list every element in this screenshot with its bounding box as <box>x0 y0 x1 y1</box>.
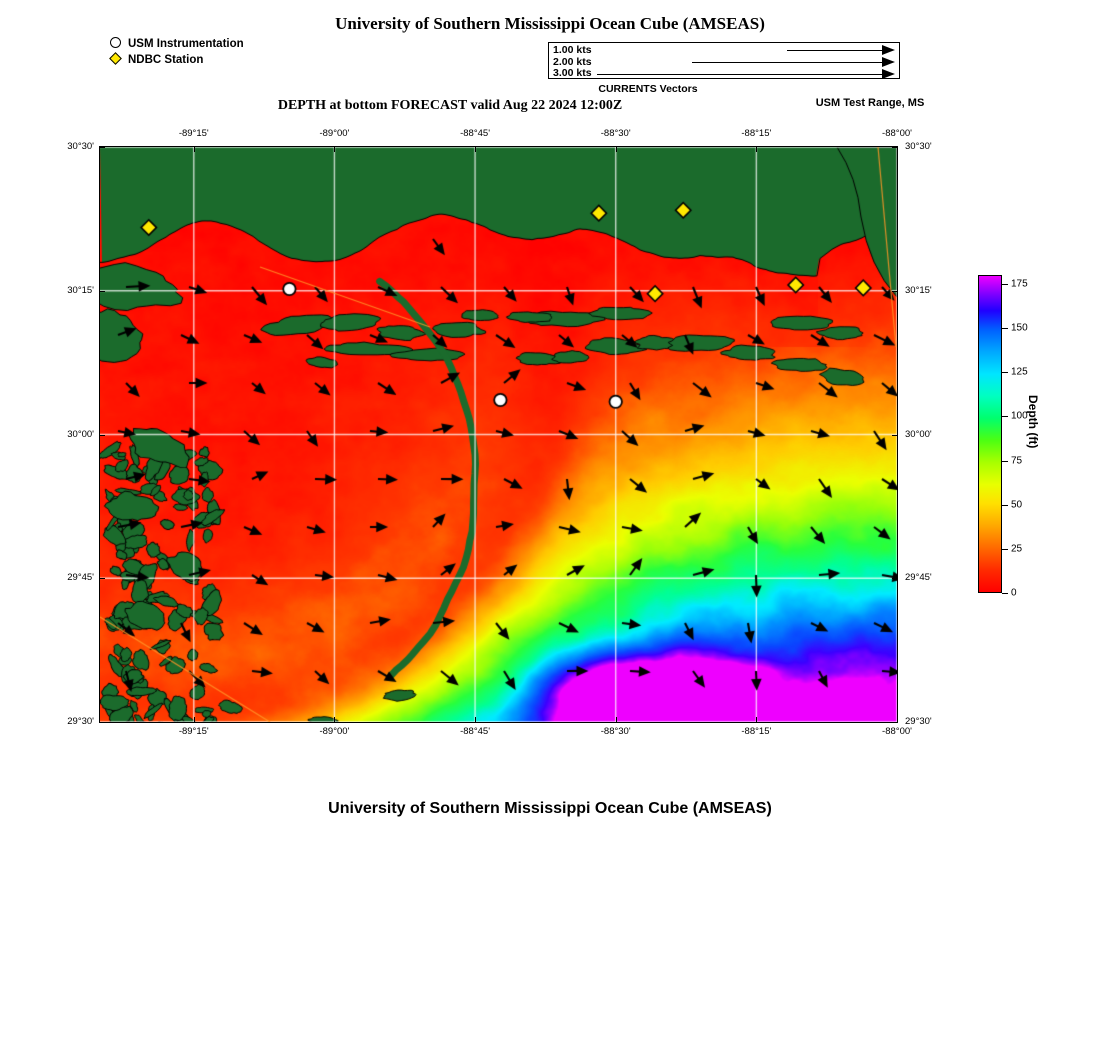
lat-tick-mark <box>99 722 105 723</box>
lon-tick-label-top: -88°15' <box>741 128 772 139</box>
colorbar-tick <box>1002 593 1008 594</box>
lat-tick-label-left: 30°00' <box>67 428 94 440</box>
lon-tick-label-top: -89°15' <box>178 128 209 139</box>
colorbar-tick <box>1002 372 1008 373</box>
depth-heatmap-canvas[interactable] <box>100 147 897 722</box>
currents-vector-key <box>548 42 900 79</box>
colorbar-tick-label: 50 <box>1011 499 1023 511</box>
page-title: University of Southern Mississippi Ocean Cube (AMSEAS) <box>335 14 765 33</box>
region-label: USM Test Range, MS <box>815 97 925 109</box>
lon-tick-mark <box>616 146 617 152</box>
lon-tick-label-bottom: -88°30' <box>600 726 631 737</box>
lat-tick-label-left: 30°30' <box>67 141 94 152</box>
lat-tick-mark <box>892 147 898 148</box>
lon-tick-label-top: -88°45' <box>460 128 491 139</box>
lat-tick-mark <box>892 291 898 292</box>
arrow-head-icon <box>882 69 895 79</box>
colorbar-tick-label: 125 <box>1011 366 1028 378</box>
lon-tick-mark <box>194 717 195 723</box>
lon-tick-mark <box>475 146 476 152</box>
lat-tick-mark <box>99 291 105 292</box>
lat-tick-label-right: 30°00' <box>905 428 932 440</box>
lat-tick-label-right: 30°30' <box>905 141 932 152</box>
arrow-head-icon <box>882 57 895 67</box>
lon-tick-label-bottom: -89°15' <box>178 726 209 737</box>
lon-tick-mark <box>616 717 617 723</box>
lon-tick-label-top: -89°00' <box>319 128 350 139</box>
lon-tick-mark <box>475 717 476 723</box>
lat-tick-mark <box>892 578 898 579</box>
colorbar-tick-label: 175 <box>1011 278 1028 290</box>
vector-key-label: 3.00 kts <box>553 67 592 79</box>
lon-tick-mark <box>756 146 757 152</box>
colorbar-tick <box>1002 549 1008 550</box>
colorbar-tick-label: 25 <box>1011 543 1023 555</box>
lat-tick-label-right: 29°30' <box>905 716 932 727</box>
colorbar-tick-label: 0 <box>1011 587 1017 599</box>
vector-key-label: 2.00 kts <box>553 56 592 68</box>
vector-key-row-2 <box>549 56 901 68</box>
lon-tick-label-bottom: -89°00' <box>319 726 350 737</box>
vector-key-row-1 <box>549 44 901 56</box>
vector-key-label: 1.00 kts <box>553 44 592 56</box>
colorbar-tick <box>1002 461 1008 462</box>
colorbar-tick <box>1002 505 1008 506</box>
lon-tick-label-bottom: -88°15' <box>741 726 772 737</box>
legend-item-usm-instrumentation <box>108 36 244 51</box>
lon-tick-label-top: -88°30' <box>600 128 631 139</box>
map-legend <box>108 36 244 68</box>
colorbar-title: Depth (ft) <box>1026 395 1040 449</box>
legend-item-ndbc-station <box>108 52 244 67</box>
lon-tick-label-bottom: -88°00' <box>882 726 912 737</box>
lon-tick-label-top: -88°00' <box>882 128 912 139</box>
colorbar-tick <box>1002 416 1008 417</box>
diamond-marker-icon <box>108 52 126 67</box>
vector-key-caption: CURRENTS Vectors <box>598 83 698 95</box>
map-subtitle: DEPTH at bottom FORECAST valid Aug 22 2024 12:00Z <box>277 98 623 113</box>
lon-tick-mark <box>334 146 335 152</box>
lat-tick-mark <box>99 578 105 579</box>
arrow-head-icon <box>882 45 895 55</box>
colorbar-tick <box>1002 328 1008 329</box>
legend-item-label: NDBC Station <box>128 53 204 66</box>
lon-tick-mark <box>194 146 195 152</box>
lat-tick-label-left: 29°30' <box>67 716 94 727</box>
colorbar-tick <box>1002 284 1008 285</box>
lat-tick-label-right: 30°15' <box>905 284 932 296</box>
lon-tick-mark <box>756 717 757 723</box>
footer-title: University of Southern Mississippi Ocean Cube (AMSEAS) <box>328 800 772 817</box>
lat-tick-mark <box>99 147 105 148</box>
lat-tick-label-right: 29°45' <box>905 572 932 584</box>
lat-tick-label-left: 30°15' <box>67 284 94 296</box>
lat-tick-mark <box>892 722 898 723</box>
lat-tick-label-left: 29°45' <box>67 572 94 584</box>
colorbar-tick-label: 100 <box>1011 410 1028 422</box>
lon-tick-label-bottom: -88°45' <box>460 726 491 737</box>
legend-item-label: USM Instrumentation <box>128 37 244 50</box>
colorbar-tick-label: 150 <box>1011 322 1028 334</box>
lon-tick-mark <box>334 717 335 723</box>
vector-key-row-3 <box>549 68 901 80</box>
circle-marker-icon <box>108 36 126 51</box>
lat-tick-mark <box>99 435 105 436</box>
colorbar-gradient <box>978 275 1002 593</box>
map-plot-area[interactable] <box>99 146 898 723</box>
lat-tick-mark <box>892 435 898 436</box>
colorbar-tick-label: 75 <box>1011 455 1023 466</box>
